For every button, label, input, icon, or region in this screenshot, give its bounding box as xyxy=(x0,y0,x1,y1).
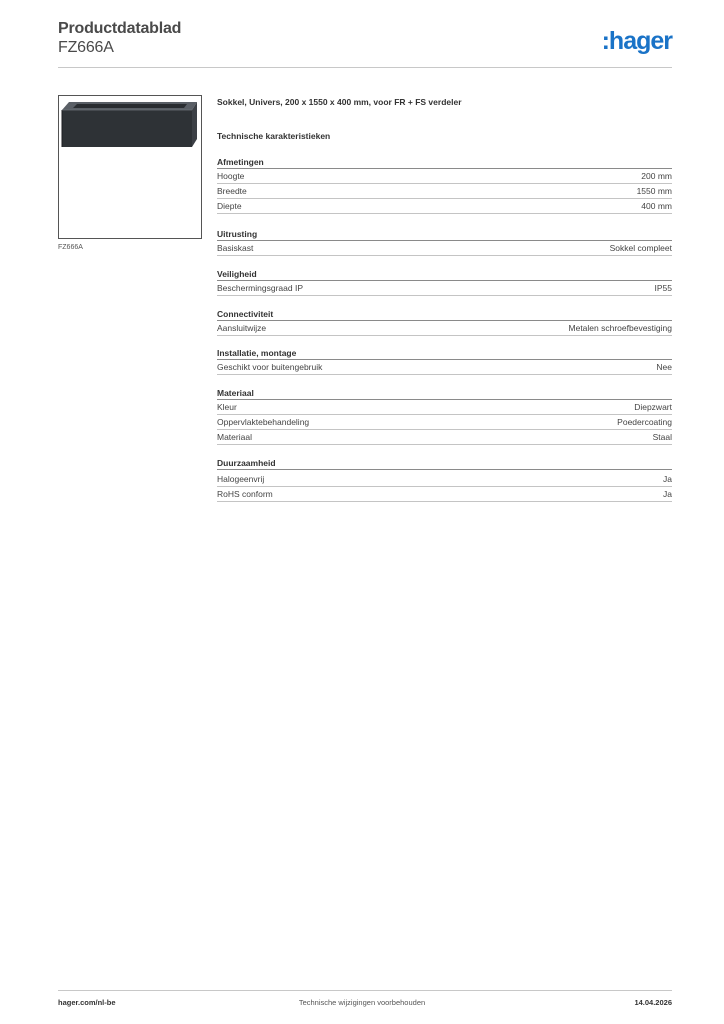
specifications-panel xyxy=(217,96,672,502)
spec-value: 400 mm xyxy=(641,201,672,211)
spec-row xyxy=(217,360,672,375)
section-veiligheid xyxy=(217,268,672,296)
section-duurzaamheid xyxy=(217,457,672,502)
document-title: Productdatablad xyxy=(58,20,182,37)
document-header xyxy=(58,20,672,70)
header-divider xyxy=(58,67,672,68)
spec-label: Aansluitwijze xyxy=(217,323,267,333)
section-title: Connectiviteit xyxy=(217,308,672,321)
spec-value: Ja xyxy=(663,474,672,484)
spec-label: Diepte xyxy=(217,201,242,211)
spec-row xyxy=(217,430,672,445)
spec-label: Kleur xyxy=(217,402,237,412)
spec-label: Hoogte xyxy=(217,171,245,181)
section-title: Installatie, montage xyxy=(217,347,672,360)
footer-notice: Technische wijzigingen voorbehouden xyxy=(298,998,426,1007)
footer-divider xyxy=(58,990,672,991)
spec-label: Breedte xyxy=(217,186,247,196)
section-uitrusting xyxy=(217,228,672,256)
plinth-product-image xyxy=(59,96,201,238)
spec-label: Materiaal xyxy=(217,432,252,442)
spec-row xyxy=(217,241,672,256)
spec-label: Basiskast xyxy=(217,243,254,253)
spec-value: Staal xyxy=(652,432,672,442)
product-image xyxy=(58,95,202,239)
spec-row xyxy=(217,199,672,214)
spec-value: Nee xyxy=(656,362,672,372)
spec-value: Poedercoating xyxy=(617,417,672,427)
technical-characteristics-heading: Technische karakteristieken xyxy=(217,131,331,141)
spec-row xyxy=(217,184,672,199)
spec-row xyxy=(217,415,672,430)
image-caption: FZ666A xyxy=(58,244,83,251)
section-installatie-montage xyxy=(217,347,672,375)
spec-row xyxy=(217,487,672,502)
spec-row xyxy=(217,472,672,487)
section-title: Uitrusting xyxy=(217,228,672,241)
spec-value: Diepzwart xyxy=(634,402,672,412)
spec-row xyxy=(217,169,672,184)
footer-date: 14.04.2026 xyxy=(634,998,672,1007)
section-title: Materiaal xyxy=(217,387,672,400)
section-title: Afmetingen xyxy=(217,156,672,169)
spec-label: Geschikt voor buitengebruik xyxy=(217,362,323,372)
spec-row xyxy=(217,281,672,296)
spec-value: 200 mm xyxy=(641,171,672,181)
spec-value: IP55 xyxy=(654,283,672,293)
spec-value: Ja xyxy=(663,489,672,499)
section-materiaal xyxy=(217,387,672,445)
product-description: Sokkel, Univers, 200 x 1550 x 400 mm, voor FR + FS verdeler xyxy=(217,97,462,107)
section-afmetingen xyxy=(217,156,672,214)
section-title: Duurzaamheid xyxy=(217,457,672,470)
spec-label: RoHS conform xyxy=(217,489,273,499)
hager-logo: :hager xyxy=(601,27,672,55)
spec-row xyxy=(217,400,672,415)
spec-label: Beschermingsgraad IP xyxy=(217,283,303,293)
section-title: Veiligheid xyxy=(217,268,672,281)
spec-value: Metalen schroefbevestiging xyxy=(568,323,672,333)
footer-website-link[interactable]: hager.com/nl-be xyxy=(58,998,116,1007)
spec-label: Halogeenvrij xyxy=(217,474,265,484)
spec-value: 1550 mm xyxy=(636,186,672,196)
section-connectiviteit xyxy=(217,308,672,336)
spec-value: Sokkel compleet xyxy=(609,243,672,253)
spec-label: Oppervlaktebehandeling xyxy=(217,417,310,427)
spec-row xyxy=(217,321,672,336)
product-code: FZ666A xyxy=(58,39,114,56)
